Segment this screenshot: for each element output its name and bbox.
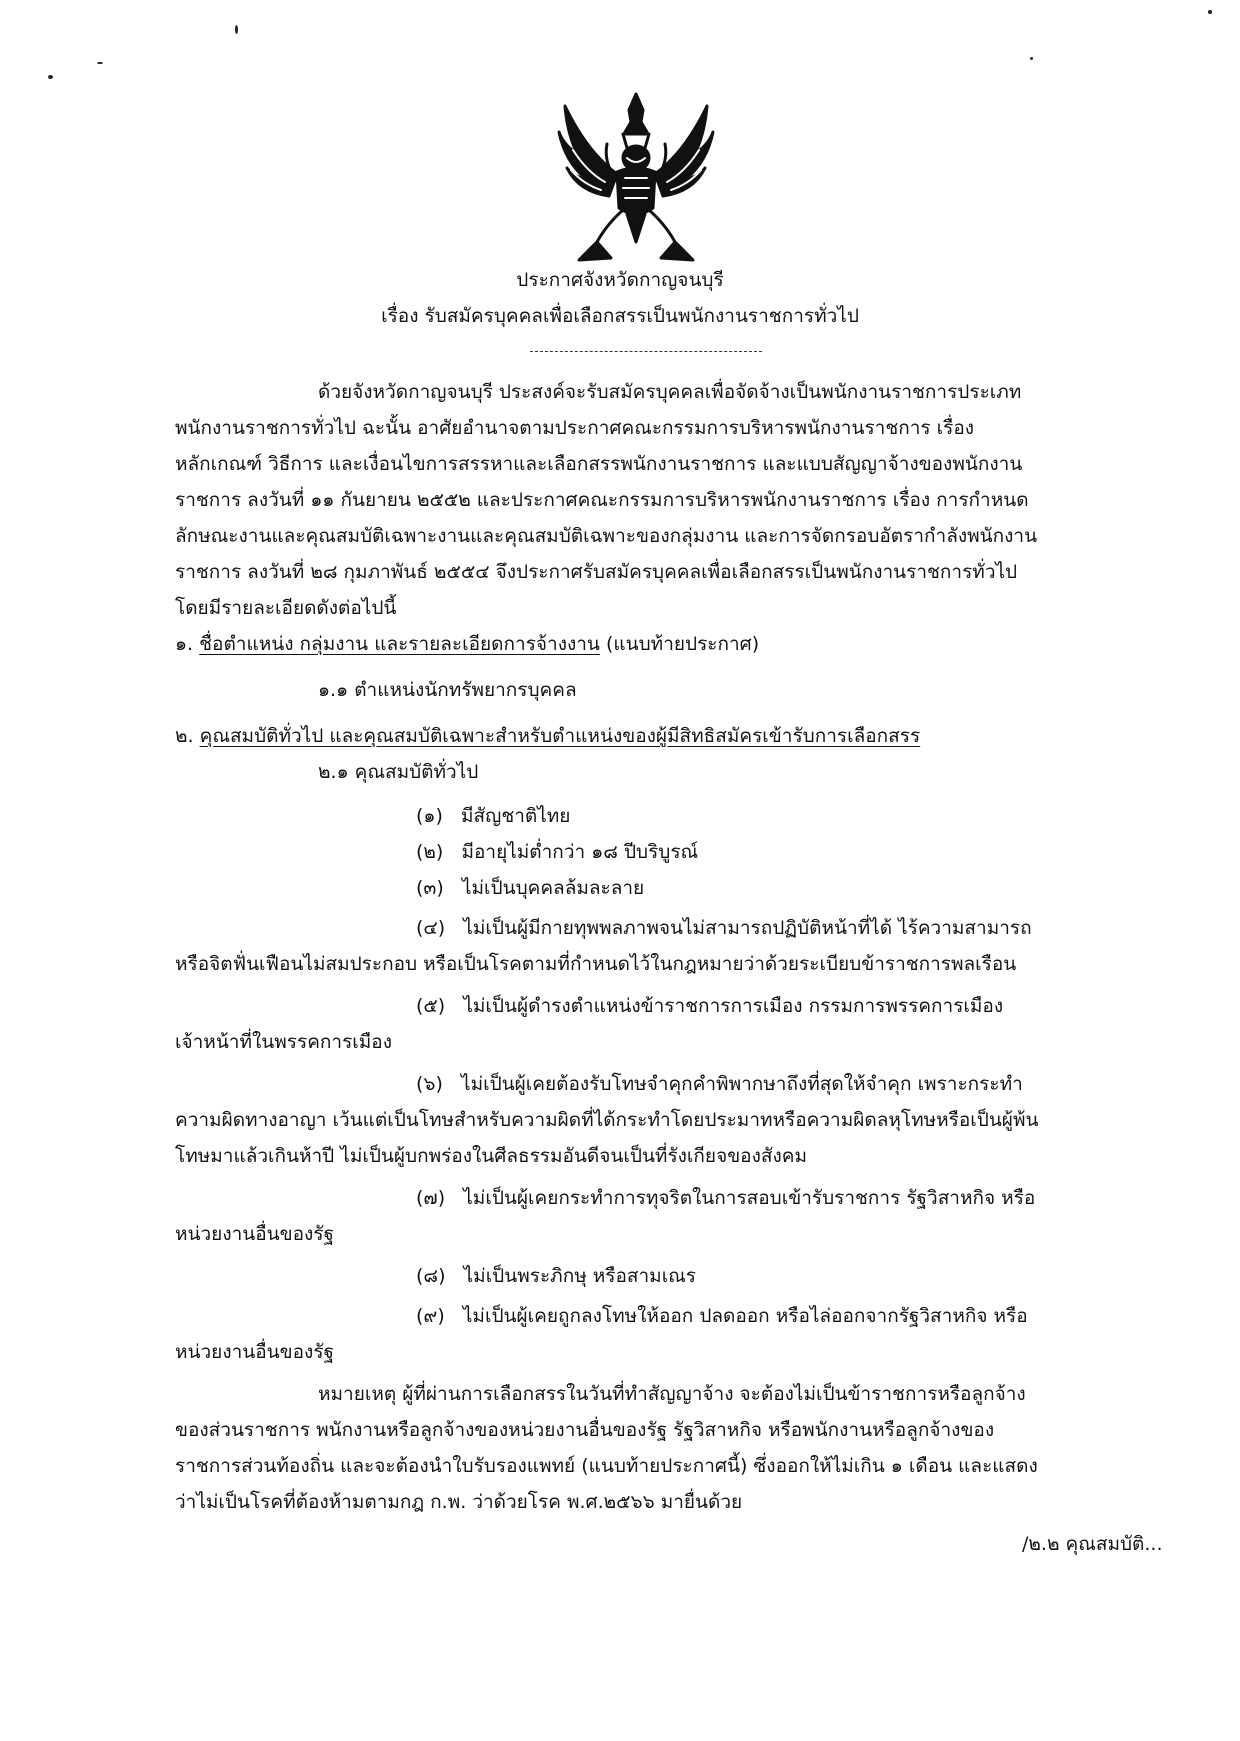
section-2-title: คุณสมบัติทั่วไป และคุณสมบัติเฉพาะสำหรับตำแหน่งของผู้มีสิทธิสมัครเข้ารับการเลือกสรร	[199, 725, 921, 747]
item-text: มีสัญชาติไทย	[461, 805, 571, 827]
item-text: ไม่เป็นผู้มีกายทุพพลภาพจนไม่สามารถปฏิบัติหน้าที่ได้ ไร้ความสามารถ	[463, 917, 1032, 939]
scan-speck	[235, 25, 238, 34]
item-text: ไม่เป็นผู้เคยถูกลงโทษให้ออก ปลดออก หรือไล่ออกจากรัฐวิสาหกิจ หรือ	[462, 1305, 1028, 1327]
item-number: (๗)	[416, 1187, 446, 1209]
qualification-item	[416, 1298, 1028, 1334]
item-continuation: หน่วยงานอื่นของรัฐ	[175, 1223, 335, 1245]
intro-line: หลักเกณฑ์ วิธีการ และเงื่อนไขการสรรหาและเลือกสรรพนักงานราชการ และแบบสัญญาจ้างของพนักงาน	[175, 453, 1023, 475]
qualification-item	[416, 1180, 1035, 1216]
qualification-item	[416, 1258, 696, 1294]
page-continuation: /๒.๒ คุณสมบัติ...	[1022, 1533, 1163, 1555]
item-continuation: โทษมาแล้วเกินห้าปี ไม่เป็นผู้บกพร่องในศีลธรรมอันดีจนเป็นที่รังเกียจของสังคม	[175, 1145, 807, 1167]
item-number: (๙)	[416, 1305, 445, 1327]
garuda-emblem-icon	[557, 92, 715, 264]
intro-line: ราชการ ลงวันที่ ๒๘ กุมภาพันธ์ ๒๕๕๔ จึงประกาศรับสมัครบุคคลเพื่อเลือกสรรเป็นพนักงานราชการทั่วไป	[175, 561, 1018, 583]
item-number: (๕)	[416, 995, 446, 1017]
remark-line: ของส่วนราชการ พนักงานหรือลูกจ้างของหน่วยงานอื่นของรัฐ รัฐวิสาหกิจ หรือพนักงานหรือลูกจ้างของ	[175, 1419, 995, 1441]
scan-speck	[97, 62, 103, 64]
item-number: (๖)	[416, 1073, 443, 1095]
section-1-item: ๑.๑ ตำแหน่งนักทรัพยากรบุคคล	[318, 679, 577, 701]
section-2-heading	[175, 718, 920, 754]
qualification-item	[416, 870, 644, 906]
qualification-item	[416, 910, 1032, 946]
intro-line: พนักงานราชการทั่วไป ฉะนั้น อาศัยอำนาจตามประกาศคณะกรรมการบริหารพนักงานราชการ เรื่อง	[175, 417, 975, 439]
item-continuation: ความผิดทางอาญา เว้นแต่เป็นโทษสำหรับความผิดที่ได้กระทำโดยประมาทหรือความผิดลหุโทษหรือเป็นผู้พ้น	[175, 1109, 1039, 1131]
section-1-heading	[175, 626, 759, 662]
section-1-title: ชื่อตำแหน่ง กลุ่มงาน และรายละเอียดการจ้างงาน	[199, 633, 600, 655]
qualification-item	[416, 1066, 1023, 1102]
section-1-note: (แนบท้ายประกาศ)	[605, 633, 760, 655]
intro-line: โดยมีรายละเอียดดังต่อไปนี้	[175, 597, 397, 619]
remark-line: หมายเหตุ ผู้ที่ผ่านการเลือกสรรในวันที่ทำสัญญาจ้าง จะต้องไม่เป็นข้าราชการหรือลูกจ้าง	[318, 1383, 1026, 1405]
scan-speck	[1208, 10, 1212, 14]
intro-line: ด้วยจังหวัดกาญจนบุรี ประสงค์จะรับสมัครบุคคลเพื่อจัดจ้างเป็นพนักงานราชการประเภท	[318, 381, 1022, 403]
remark-line: ราชการส่วนท้องถิ่น และจะต้องนำใบรับรองแพทย์ (แนบท้ายประกาศนี้) ซึ่งออกให้ไม่เกิน ๑ เดือน และแสดง	[175, 1455, 1038, 1477]
intro-line: ลักษณะงานและคุณสมบัติเฉพาะงานและคุณสมบัติเฉพาะของกลุ่มงาน และการจัดกรอบอัตรากำลังพนักงาน	[175, 525, 1038, 547]
item-text: ไม่เป็นผู้เคยกระทำการทุจริตในการสอบเข้ารับราชการ รัฐวิสาหกิจ หรือ	[463, 1187, 1036, 1209]
item-text: ไม่เป็นผู้เคยต้องรับโทษจำคุกคำพิพากษาถึงที่สุดให้จำคุก เพราะกระทำ	[461, 1073, 1023, 1095]
section-2-subheading: ๒.๑ คุณสมบัติทั่วไป	[318, 761, 479, 783]
qualification-item	[416, 834, 698, 870]
item-number: (๔)	[416, 917, 446, 939]
announcement-subject: เรื่อง รับสมัครบุคคลเพื่อเลือกสรรเป็นพนักงานราชการทั่วไป	[381, 305, 859, 327]
intro-line: ราชการ ลงวันที่ ๑๑ กันยายน ๒๕๕๒ และประกาศคณะกรรมการบริหารพนักงานราชการ เรื่อง การกำหนด	[175, 489, 1029, 511]
item-continuation: เจ้าหน้าที่ในพรรคการเมือง	[175, 1031, 392, 1053]
item-text: ไม่เป็นบุคคลล้มละลาย	[461, 877, 645, 899]
section-2-number: ๒.	[175, 725, 194, 747]
item-number: (๓)	[416, 877, 444, 899]
item-number: (๑)	[416, 805, 443, 827]
scan-speck	[48, 75, 53, 79]
scan-speck	[1030, 57, 1033, 60]
item-text: ไม่เป็นผู้ดำรงตำแหน่งข้าราชการการเมือง กรรมการพรรคการเมือง	[463, 995, 1004, 1017]
item-continuation: หรือจิตฟั่นเฟือนไม่สมประกอบ หรือเป็นโรคตามที่กำหนดไว้ในกฎหมายว่าด้วยระเบียบข้าราชการพลเรือน	[175, 953, 1017, 975]
header-divider	[530, 351, 762, 352]
announcement-title: ประกาศจังหวัดกาญจนบุรี	[516, 269, 724, 291]
section-1-number: ๑.	[175, 633, 194, 655]
item-number: (๒)	[416, 841, 444, 863]
item-number: (๘)	[416, 1265, 446, 1287]
qualification-item	[416, 988, 1003, 1024]
item-text: มีอายุไม่ต่ำกว่า ๑๘ ปีบริบูรณ์	[461, 841, 699, 863]
item-text: ไม่เป็นพระภิกษุ หรือสามเณร	[463, 1265, 697, 1287]
remark-line: ว่าไม่เป็นโรคที่ต้องห้ามตามกฎ ก.พ. ว่าด้วยโรค พ.ศ.๒๕๖๖ มายื่นด้วย	[175, 1491, 743, 1513]
qualification-item	[416, 798, 570, 834]
item-continuation: หน่วยงานอื่นของรัฐ	[175, 1341, 335, 1363]
